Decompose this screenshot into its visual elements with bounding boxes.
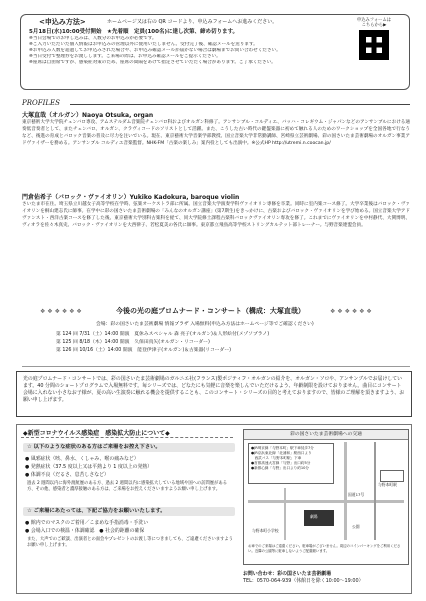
covid-cooperation-item: ● 館内でのマスクのご着用／こまめな手指消毒・手洗い	[25, 520, 149, 526]
covid-cooperation-item: ● 会場入口での検温・体調確認 ● 社会的距離の確保	[25, 528, 145, 534]
covid-cooperation-list	[25, 519, 148, 535]
profile-2-body: さいたま市在住。埼玉県立川越女子高等学校在学時、弦楽オーケストラ部に所属。国立音楽大学演奏学科ヴァイオリン専修を卒業。同時に室内楽コース修了。大学卒業後はバロック・ヴァイオリンを桐山建志氏に師事。在学中に彩の国さいたま芸術劇場の「みんなのオルガン講座」(第7期生)をきっかけに、古楽およびバロック・ヴァイオリンを学び始める。国立音楽大学アドヴァンスト・西洋古楽コースを修了した後、東京藝術大学別科古楽科を経て、同大学院修士課程古楽科バロックヴァイオリン専攻を修了。これまでにヴァイオリンを中村静代、大関博明、ヴィオラを佐々木真史、バロック・ヴァイオリンを大西律子、若松夏美の各氏に師事。東京都立飛鳥高等学校ストリングカルテット部トレーナー。与野音楽連盟会員。	[22, 202, 410, 228]
map-railway	[374, 442, 376, 540]
station-icon	[380, 470, 404, 482]
covid-symptoms-header: ☆ 以下のような症状のある方はご来場をお控え下さい。	[23, 443, 235, 452]
covid-symptom-list	[25, 455, 152, 479]
concert-info-text: 光の庭プロムナード・コンサートでは、彩の国さいたま芸術劇場のガルニエ社(フランス)製ポジティフ・オルガンの紹介を、オルガン・ソロや、アンサンブルでお届けしています。40 分間のショートプログラムで入場無料です。毎シリーズでは、どなたにも気軽に音楽を楽しんでいただけるよう、年齢制限を設けておりません。曲目にコンサート会場に入れない小さなお子様が、夏の高い生演奏に触れる機会を提供することも、このコンサート・シリーズの目的と考えておりますので、皆様のご理解を頂きますよう、お願い申し上げます。	[23, 376, 405, 403]
map-direction: ●JR埼京線「与野本町」駅下車徒歩7分	[251, 446, 314, 450]
profile-1-name: 大塚直哉（オルガン）Naoya Otsuka, organ	[22, 112, 154, 119]
application-note: ※当日受付で整理券をお渡しします。ご来場の際は、お申込み確認メールをご提示ください。	[29, 54, 221, 59]
program-row: 第 125 回 8/18（木）14:00 開演 久保田真矢(オルガン・リコーダー)	[56, 340, 210, 345]
covid-symptom: ● 発熱症状（37.5 度以上又は平熱より 1 度以上の発熱）	[25, 464, 153, 470]
qr-code-icon[interactable]	[359, 30, 389, 60]
application-note: ※お申込み人数を超過してお申込みされた場合や、お申込み確認メールが届かない場合は劇場までお問い合わせください。	[29, 48, 281, 53]
map-road	[248, 500, 404, 503]
application-box	[20, 14, 410, 90]
program-row: 第 126 回 10/16（土）14:00 開演 能登伊津子(オルガン)＆古楽器(リコーダー)	[56, 348, 232, 353]
qr-block	[345, 18, 403, 86]
covid-box	[16, 424, 412, 594]
covid-travel-note: 過去 2 週間以内に海外渡航歴のある方、過去 2 週間以内に感染拡大している地域や国への訪問歴がある方、その他、感染者と濃厚接触のある方は、ご来場をお控えくださいますようお願い申し上げます。	[27, 481, 227, 492]
map-label-station: 与野本町駅	[378, 482, 397, 487]
map-title: 彩の国さいたま芸術劇場への交通	[244, 430, 408, 440]
contact-block	[243, 571, 409, 585]
map-road	[284, 488, 286, 540]
covid-cooperation-note: また、大声でのご歓談、出演者との面会やプレゼントのお渡し等につきましても、ご遠慮くださいますようお願い申し上げます。	[27, 537, 233, 548]
application-notes	[29, 36, 334, 66]
access-map	[243, 429, 409, 565]
ornament-left-icon: ❖ ❖ ❖ ❖ ❖ ❖	[40, 308, 82, 315]
covid-symptom: ● 風邪症状（咳、鼻水、くしゃみ、喉の痛みなど）	[25, 456, 139, 462]
application-title: <申込み方法>	[39, 18, 86, 26]
map-direction: ●首都高速大宮線「与野」出口約5分	[251, 461, 311, 465]
map-direction: ●JR京浜東北線「北浦和」駅西口より	[251, 451, 312, 455]
map-note: お車でのご来場はご遠慮ください。駐車場がございません。周辺のコインパーキングをご利用ください。近隣の公園等に駐車しないようご配慮願います。	[248, 544, 401, 553]
profile-2-name: 門倉佑希子（バロック・ヴァイオリン）Yukiko Kadokura, baroque violin	[22, 194, 240, 201]
application-intro: ホームページ又は右の QR コードより、申込みフォームへお進みください。	[107, 19, 278, 25]
qr-label: 申込みフォームは こちらから▶	[356, 18, 392, 28]
program-venue: 会場：彩の国さいたま芸術劇場 情報プラザ 入場無料(申込み方法はホームページ等でご確認ください)	[96, 322, 314, 327]
application-note: ※ご入力いただいた個人情報はお申込みの管理以外に使用いたしません。受付完了後、確認メールを送ります。	[29, 42, 258, 47]
covid-title-divider	[21, 437, 233, 438]
profile-1-body: 東京藝術大学大学院チェンバロ専攻、アムステルダム音楽院チェンバロ科およびオルガン科修了。アンサンブル・コルディエ、バッハ・コレギウム・ジャパンなどのアンサンブルにおける通奏低音奏者として、またチェンバロ、オルガン、クラヴィコードのソリストとして活躍。また、こうした古い時代の鍵盤楽器に初めて触れる人のためのワークショップを全国各地で行なうなど、後進の育成とバロック音楽の普及に尽力を注いでいる。現在、東京藝術大学音楽学部教授、国立音楽大学非常勤講師、宮崎県立芸術劇場、彩の国さいたま芸術劇場のオルガン事業アドヴァイザーを務める。アンサンブル コルディエ音楽監督。NHK-FM「古楽の楽しみ」案内役としても出演中。※公式HP http://utremi.n.coocan.jp/	[22, 120, 410, 146]
covid-title: ◆新型コロナウイルス感染症 感染拡大防止について◆	[23, 430, 170, 437]
application-note: ※当日会場でのお申し込みは、人数分のお申込みが必要です。	[29, 36, 157, 41]
program-title: 今後の光の庭プロムナード・コンサート（構成：大塚直哉）	[116, 307, 305, 315]
contact-name: お問い合わせ：彩の国さいたま芸術劇場	[243, 571, 332, 577]
contact-phone[interactable]: TEL：0570-064-939（休館日を除く10:00～19:00）	[243, 578, 364, 584]
map-label-park: 公園	[352, 524, 360, 529]
ornament-right-icon: ❖ ❖ ❖ ❖ ❖ ❖	[330, 308, 372, 315]
map-label-theater: 劇場	[310, 514, 318, 519]
profiles-divider	[70, 104, 410, 105]
covid-cooperation-header: ☆ ご来場にあたっては、下記ご協力をお願いいたします。	[23, 507, 235, 516]
application-date: 5月18日(水)10:00受付開始 ★先着順 定員(100名)に達し次第、締め切ります。	[29, 29, 239, 35]
program-divider	[22, 366, 410, 367]
map-road	[344, 442, 347, 540]
profiles-heading: PROFILES	[22, 99, 60, 107]
covid-symptom: ● 体調不良（だるさ、息苦しさなど）	[25, 472, 109, 478]
map-label-route: 国道17号	[348, 492, 365, 497]
concert-info-box	[16, 371, 412, 417]
program-row: 第 124 回 7/31（土）14:00 開演 夏休みスペシャル 森 亮子(オルガン)＆人形絵付(メゾソプラノ)	[56, 332, 270, 337]
application-note: ※座席は自由席ですが、感染症対策のため、座席の間隔をあけて指定させていただく場合があります。ご了承ください。	[29, 60, 276, 65]
theater-building-icon	[304, 510, 334, 526]
map-direction: 西武バス「与野本町駅」下車	[251, 456, 302, 460]
map-label-school: 与野本町小学校	[252, 528, 279, 533]
program-list	[56, 331, 269, 355]
map-directions	[248, 443, 334, 484]
map-direction: ●新都心線「与野」出口より約10分	[251, 466, 310, 470]
